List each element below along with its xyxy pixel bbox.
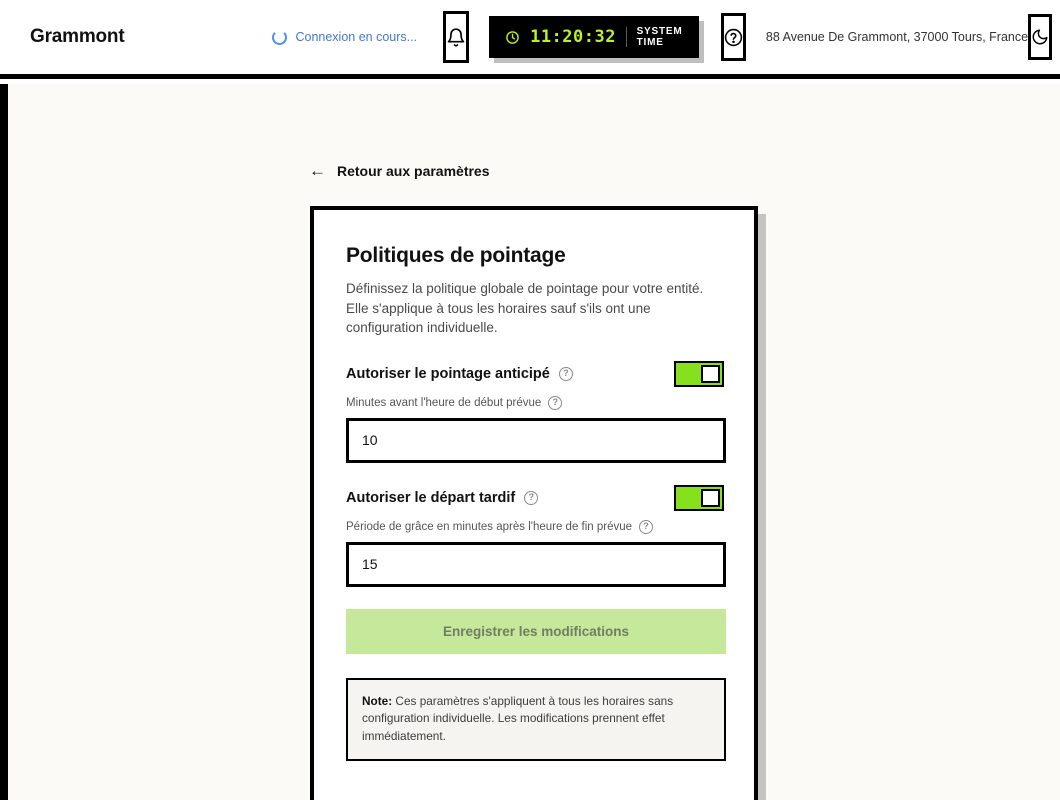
late-clockout-grace-input[interactable] <box>346 542 726 587</box>
system-time-value: 11:20:32 <box>530 27 616 47</box>
back-to-settings-label: Retour aux paramètres <box>337 162 490 179</box>
bell-icon <box>446 27 466 48</box>
early-clockin-toggle[interactable] <box>674 361 724 387</box>
info-note-prefix: Note: <box>362 693 393 708</box>
clock-divider <box>626 27 627 47</box>
question-circle-icon[interactable]: ? <box>548 396 562 410</box>
left-rail <box>0 84 8 800</box>
connection-status <box>272 30 417 45</box>
late-clockout-toggle[interactable] <box>674 485 724 511</box>
early-clockin-field-label-group <box>346 396 724 410</box>
page-title: Politiques de pointage <box>346 244 566 267</box>
early-clockin-minutes-input[interactable] <box>346 418 726 463</box>
info-note-text: Ces paramètres s'appliquent à tous les horaires sans configuration individuelle. Les modifications prennent effet immédiatement. <box>362 693 674 744</box>
early-clockin-label: Autoriser le pointage anticipé <box>346 365 550 382</box>
late-clockout-row <box>346 485 724 511</box>
moon-icon <box>1031 28 1049 46</box>
save-button[interactable]: Enregistrer les modifications <box>346 609 726 654</box>
late-clockout-field-label-group <box>346 520 724 534</box>
help-button[interactable] <box>721 13 746 61</box>
question-circle-icon[interactable]: ? <box>524 491 538 505</box>
connection-status-label: Connexion en cours... <box>295 30 418 44</box>
system-time-chip <box>489 16 699 58</box>
early-clockin-field-label: Minutes avant l'heure de début prévue <box>346 396 542 409</box>
page-description: Définissez la politique globale de pointage pour votre entité. Elle s'applique à tous les horaires sauf s'ils ont une configuration individuelle. <box>346 281 704 336</box>
early-clockin-row <box>346 361 724 387</box>
clocking-policies-card <box>310 206 758 800</box>
back-to-settings-link[interactable] <box>309 162 490 179</box>
toggle-knob <box>701 489 720 507</box>
app-header <box>0 0 1060 79</box>
question-circle-icon[interactable]: ? <box>559 367 573 381</box>
brand-logo: Grammont <box>30 26 125 47</box>
toggle-knob <box>701 365 720 383</box>
question-circle-icon[interactable]: ? <box>639 520 653 534</box>
theme-toggle-button[interactable] <box>1028 14 1052 60</box>
help-circle-icon <box>724 28 743 47</box>
spinner-icon <box>272 30 287 45</box>
notifications-button[interactable] <box>443 11 469 63</box>
late-clockout-label-group <box>346 490 538 506</box>
entity-address: 88 Avenue De Grammont, 37000 Tours, France <box>765 30 1029 44</box>
late-clockout-label: Autoriser le départ tardif <box>346 489 516 506</box>
system-time-label: SYSTEM TIME <box>636 26 683 48</box>
clock-icon <box>505 30 520 45</box>
arrow-left-icon: ← <box>309 161 326 180</box>
page-canvas <box>8 84 1060 800</box>
early-clockin-label-group <box>346 366 573 382</box>
info-note <box>346 678 726 761</box>
page-body <box>0 84 1060 800</box>
late-clockout-field-label: Période de grâce en minutes après l'heure de fin prévue <box>346 520 633 533</box>
